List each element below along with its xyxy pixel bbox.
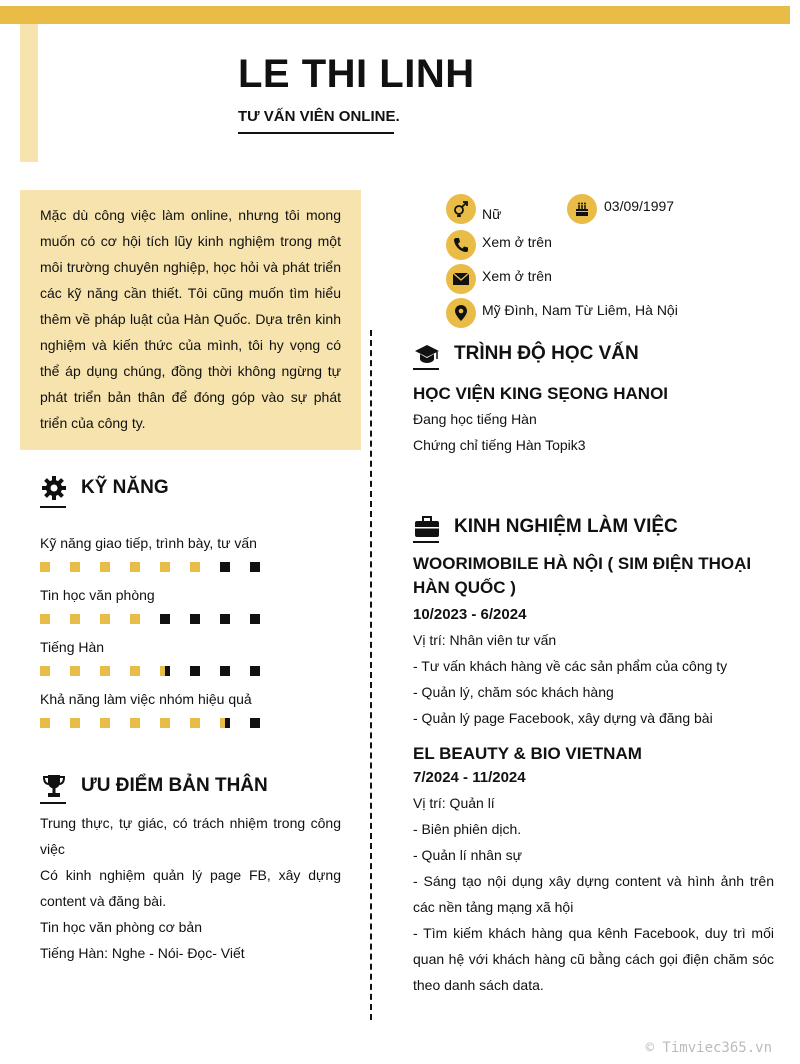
skill-dot	[220, 614, 230, 624]
job-detail-line: Vị trí: Nhân viên tư vấn	[413, 632, 557, 648]
school-name: HỌC VIỆN KING SẸONG HANOI	[413, 384, 669, 403]
skills-heading-underline	[40, 506, 66, 508]
skill-dot	[130, 666, 140, 676]
education-heading	[413, 340, 639, 368]
skill-dot	[40, 562, 50, 572]
gear-icon	[40, 474, 68, 502]
job-title: TƯ VẤN VIÊN ONLINE.	[238, 108, 400, 125]
skill-dot	[100, 562, 110, 572]
trophy-icon	[40, 772, 68, 800]
skill-dot	[40, 614, 50, 624]
skill-dot	[130, 718, 140, 728]
watermark: © Timviec365.vn	[645, 1040, 772, 1056]
job-period: 7/2024 - 11/2024	[413, 769, 526, 786]
skill-dot	[70, 666, 80, 676]
phone-value: Xem ở trên	[482, 234, 552, 250]
left-accent-strip	[20, 24, 38, 162]
gender-value: Nữ	[482, 206, 502, 222]
job-detail-line: - Quản lý page Facebook, xây dựng và đăng bài	[413, 710, 713, 726]
education-title: TRÌNH ĐỘ HỌC VẤN	[454, 343, 639, 364]
strength-item: Trung thực, tự giác, có trách nhiệm trong công việc	[40, 815, 341, 857]
skill-label: Tiếng Hàn	[40, 639, 105, 655]
location-icon	[446, 298, 476, 328]
skill-dot	[130, 562, 140, 572]
strengths-heading-underline	[40, 802, 66, 804]
skill-dot	[70, 718, 80, 728]
job-details	[413, 790, 774, 998]
job-title-underline	[238, 132, 394, 134]
skill-dot	[160, 562, 170, 572]
strength-item: Tiếng Hàn: Nghe - Nói- Đọc- Viết	[40, 945, 245, 961]
skill-rating	[40, 718, 280, 728]
education-line: Chứng chỉ tiếng Hàn Topik3	[413, 437, 586, 453]
skill-dot	[190, 718, 200, 728]
experience-heading-underline	[413, 541, 439, 543]
job-detail-line: - Quản lý, chăm sóc khách hàng	[413, 684, 614, 700]
birthday-value: 03/09/1997	[604, 198, 675, 214]
skills-title: KỸ NĂNG	[81, 477, 169, 498]
job-period: 10/2023 - 6/2024	[413, 606, 527, 623]
skill-dot	[130, 614, 140, 624]
skill-rating	[40, 614, 280, 624]
skill-rating	[40, 666, 280, 676]
education-line: Đang học tiếng Hàn	[413, 411, 537, 427]
mail-icon	[446, 264, 476, 294]
job-detail-line: - Quản lí nhân sự	[413, 847, 522, 863]
skill-dot	[250, 562, 260, 572]
email-value: Xem ở trên	[482, 268, 552, 284]
address-value: Mỹ Đình, Nam Từ Liêm, Hà Nội	[482, 302, 678, 318]
strengths-title: ƯU ĐIỂM BẢN THÂN	[81, 775, 268, 796]
experience-heading	[413, 513, 678, 541]
education-heading-underline	[413, 368, 439, 370]
skill-dot	[160, 718, 170, 728]
skill-dot	[220, 666, 230, 676]
skill-dot	[190, 562, 200, 572]
experience-title: KINH NGHIỆM LÀM VIỆC	[454, 516, 678, 537]
briefcase-icon	[413, 513, 441, 541]
column-divider	[370, 330, 372, 1020]
skill-dot	[70, 614, 80, 624]
strength-item: Có kinh nghiệm quản lý page FB, xây dựng content và đăng bài.	[40, 867, 341, 909]
skill-rating	[40, 562, 280, 572]
skill-dot	[160, 666, 170, 676]
job-detail-line: - Sáng tạo nội dụng xây dựng content và hình ảnh trên các nền tảng mạng xã hội	[413, 873, 774, 915]
candidate-name: LE THI LINH	[238, 52, 475, 96]
skill-dot	[250, 718, 260, 728]
company-name: EL BEAUTY & BIO VIETNAM	[413, 744, 642, 763]
skill-dot	[220, 718, 230, 728]
gender-icon	[446, 194, 476, 224]
skill-dot	[190, 666, 200, 676]
skill-label: Khả năng làm việc nhóm hiệu quả	[40, 691, 252, 707]
skill-label: Kỹ năng giao tiếp, trình bày, tư vấn	[40, 535, 257, 551]
skill-dot	[70, 562, 80, 572]
job-detail-line: Vị trí: Quản lí	[413, 795, 495, 811]
skill-dot	[250, 614, 260, 624]
skills-heading	[40, 474, 169, 502]
strengths-list	[40, 810, 341, 966]
skill-dot	[100, 718, 110, 728]
skill-dot	[160, 614, 170, 624]
job-detail-line: - Biên phiên dịch.	[413, 821, 522, 837]
job-detail-line: - Tư vấn khách hàng về các sản phẩm của công ty	[413, 658, 728, 674]
top-accent-bar	[0, 6, 790, 24]
skill-dot	[100, 614, 110, 624]
job-detail-line: - Tìm kiếm khách hàng qua kênh Facebook, duy trì mối quan hệ với khách hàng cũ bằng cách gọi điện chăm sóc theo danh sách data.	[413, 925, 774, 993]
skill-dot	[40, 666, 50, 676]
job-details	[413, 627, 774, 731]
cake-icon	[567, 194, 597, 224]
skill-dot	[40, 718, 50, 728]
skill-dot	[220, 562, 230, 572]
skill-dot	[100, 666, 110, 676]
skill-dot	[190, 614, 200, 624]
strength-item: Tin học văn phòng cơ bản	[40, 919, 202, 935]
skill-dot	[250, 666, 260, 676]
company-name: WOORIMOBILE HÀ NỘI ( SIM ĐIỆN THOẠI HÀN QUỐC )	[413, 554, 752, 597]
career-objective: Mặc dù công việc làm online, nhưng tôi mong muốn có cơ hội tích lũy kinh nghiệm trong một môi trường chuyên nghiệp, học hỏi và phát triển các kỹ năng cần thiết. Tôi cũng muốn tìm hiểu thêm về pháp luật của Hàn Quốc. Dựa trên kinh nghiệm và kiến thức của mình, tôi hy vọng có thể áp dụng chúng, đồng thời không ngừng tự phát triển bản thân để đóng góp vào sự phát triển của công ty.	[20, 190, 361, 450]
skill-label: Tin học văn phòng	[40, 587, 155, 603]
strengths-heading	[40, 772, 268, 800]
graduation-cap-icon	[413, 340, 441, 368]
phone-icon	[446, 230, 476, 260]
